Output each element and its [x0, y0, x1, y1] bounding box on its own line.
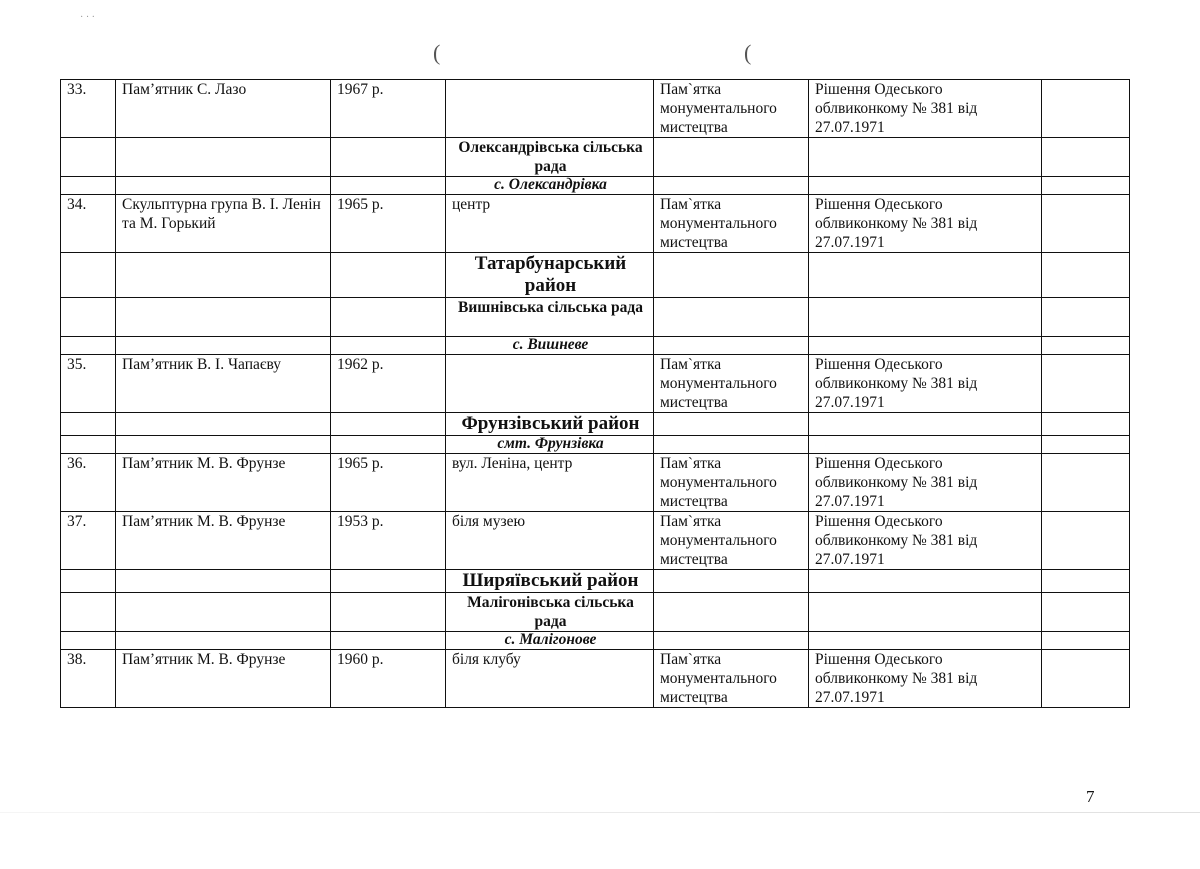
cell-empty [331, 138, 446, 177]
cell-year: 1962 р. [331, 355, 446, 413]
cell-empty [1042, 138, 1130, 177]
cell-location: біля клубу [446, 650, 654, 708]
table-row [61, 355, 1130, 413]
cell-empty [1042, 570, 1130, 593]
cell-empty [809, 570, 1042, 593]
village-heading: смт. Фрунзівка [446, 436, 654, 454]
district-heading: Татарбунарський район [446, 253, 654, 298]
cell-empty [331, 177, 446, 195]
cell-empty [1042, 80, 1130, 138]
scan-mark-left: ( [433, 40, 441, 65]
table-row [61, 570, 1130, 593]
cell-empty [61, 413, 116, 436]
cell-monument-name: Пам’ятник В. І. Чапаєву [116, 355, 331, 413]
cell-empty [809, 632, 1042, 650]
cell-year: 1953 р. [331, 512, 446, 570]
cell-empty [116, 177, 331, 195]
cell-empty [116, 337, 331, 355]
cell-empty [61, 138, 116, 177]
cell-location [446, 80, 654, 138]
table-row [61, 413, 1130, 436]
cell-empty [61, 570, 116, 593]
cell-location: центр [446, 195, 654, 253]
cell-empty [1042, 413, 1130, 436]
cell-empty [1042, 650, 1130, 708]
table-row [61, 337, 1130, 355]
cell-empty [654, 253, 809, 298]
cell-location [446, 355, 654, 413]
village-heading: с. Олександрівка [446, 177, 654, 195]
table-row [61, 650, 1130, 708]
cell-empty [809, 253, 1042, 298]
cell-empty [654, 138, 809, 177]
cell-empty [116, 570, 331, 593]
cell-year: 1965 р. [331, 454, 446, 512]
cell-empty [654, 337, 809, 355]
cell-number: 37. [61, 512, 116, 570]
cell-number: 35. [61, 355, 116, 413]
cell-empty [331, 632, 446, 650]
cell-empty [61, 632, 116, 650]
cell-decision: Рішення Одеського облвиконкому № 381 від 27.07.1971 [809, 80, 1042, 138]
cell-empty [116, 253, 331, 298]
cell-empty [1042, 454, 1130, 512]
cell-empty [331, 570, 446, 593]
council-heading: Олександрівська сільська рада [446, 138, 654, 177]
cell-monument-name: Пам’ятник М. В. Фрунзе [116, 454, 331, 512]
cell-empty [1042, 593, 1130, 632]
cell-empty [331, 298, 446, 337]
table-row [61, 454, 1130, 512]
cell-empty [116, 436, 331, 454]
cell-empty [1042, 298, 1130, 337]
cell-location: біля музею [446, 512, 654, 570]
cell-empty [654, 632, 809, 650]
monuments-table [60, 79, 1130, 708]
cell-empty [331, 413, 446, 436]
cell-decision: Рішення Одеського облвиконкому № 381 від 27.07.1971 [809, 355, 1042, 413]
district-heading: Фрунзівський район [446, 413, 654, 436]
cell-decision: Рішення Одеського облвиконкому № 381 від 27.07.1971 [809, 650, 1042, 708]
cell-location: вул. Леніна, центр [446, 454, 654, 512]
table-row [61, 593, 1130, 632]
cell-empty [809, 138, 1042, 177]
cell-monument-name: Пам’ятник М. В. Фрунзе [116, 650, 331, 708]
cell-empty [654, 593, 809, 632]
village-heading: с. Малігонове [446, 632, 654, 650]
table-row [61, 632, 1130, 650]
cell-year: 1965 р. [331, 195, 446, 253]
cell-empty [116, 138, 331, 177]
cell-year: 1967 р. [331, 80, 446, 138]
cell-monument-name: Пам’ятник С. Лазо [116, 80, 331, 138]
cell-decision: Рішення Одеського облвиконкому № 381 від 27.07.1971 [809, 454, 1042, 512]
cell-empty [654, 436, 809, 454]
cell-empty [1042, 253, 1130, 298]
cell-empty [1042, 512, 1130, 570]
table-row [61, 177, 1130, 195]
cell-empty [61, 177, 116, 195]
table-row [61, 512, 1130, 570]
cell-empty [809, 593, 1042, 632]
cell-empty [654, 413, 809, 436]
cell-empty [654, 570, 809, 593]
cell-empty [116, 632, 331, 650]
cell-empty [809, 177, 1042, 195]
cell-number: 38. [61, 650, 116, 708]
cell-number: 33. [61, 80, 116, 138]
cell-empty [116, 298, 331, 337]
table-row [61, 298, 1130, 337]
cell-empty [61, 253, 116, 298]
cell-empty [61, 337, 116, 355]
cell-empty [61, 298, 116, 337]
cell-empty [1042, 195, 1130, 253]
cell-empty [654, 177, 809, 195]
scan-edge [0, 812, 1200, 813]
cell-empty [116, 413, 331, 436]
cell-empty [1042, 177, 1130, 195]
scan-artifact: · · · [80, 12, 95, 23]
cell-monument-type: Пам`ятка монументального мистецтва [654, 355, 809, 413]
district-heading: Ширяївський район [446, 570, 654, 593]
village-heading: с. Вишневе [446, 337, 654, 355]
cell-empty [1042, 632, 1130, 650]
cell-empty [1042, 337, 1130, 355]
cell-empty [809, 337, 1042, 355]
cell-monument-type: Пам`ятка монументального мистецтва [654, 80, 809, 138]
cell-monument-name: Пам’ятник М. В. Фрунзе [116, 512, 331, 570]
cell-empty [331, 436, 446, 454]
page-number: 7 [1086, 787, 1095, 806]
table-row [61, 253, 1130, 298]
cell-number: 36. [61, 454, 116, 512]
cell-year: 1960 р. [331, 650, 446, 708]
cell-empty [654, 298, 809, 337]
cell-empty [809, 436, 1042, 454]
cell-monument-name: Скульптурна група В. І. Ленін та М. Горький [116, 195, 331, 253]
cell-monument-type: Пам`ятка монументального мистецтва [654, 195, 809, 253]
cell-empty [809, 413, 1042, 436]
cell-monument-type: Пам`ятка монументального мистецтва [654, 454, 809, 512]
cell-monument-type: Пам`ятка монументального мистецтва [654, 512, 809, 570]
cell-number: 34. [61, 195, 116, 253]
table-row [61, 138, 1130, 177]
cell-empty [1042, 355, 1130, 413]
council-heading: Вишнівська сільська рада [446, 298, 654, 337]
cell-monument-type: Пам`ятка монументального мистецтва [654, 650, 809, 708]
cell-empty [331, 253, 446, 298]
council-heading: Малігонівська сільська рада [446, 593, 654, 632]
table-row [61, 195, 1130, 253]
cell-empty [61, 593, 116, 632]
table-row [61, 80, 1130, 138]
cell-empty [61, 436, 116, 454]
cell-empty [1042, 436, 1130, 454]
cell-decision: Рішення Одеського облвиконкому № 381 від 27.07.1971 [809, 195, 1042, 253]
cell-empty [116, 593, 331, 632]
table-row [61, 436, 1130, 454]
cell-empty [331, 593, 446, 632]
cell-empty [331, 337, 446, 355]
cell-empty [809, 298, 1042, 337]
scan-mark-right: ( [744, 40, 752, 65]
cell-decision: Рішення Одеського облвиконкому № 381 від 27.07.1971 [809, 512, 1042, 570]
